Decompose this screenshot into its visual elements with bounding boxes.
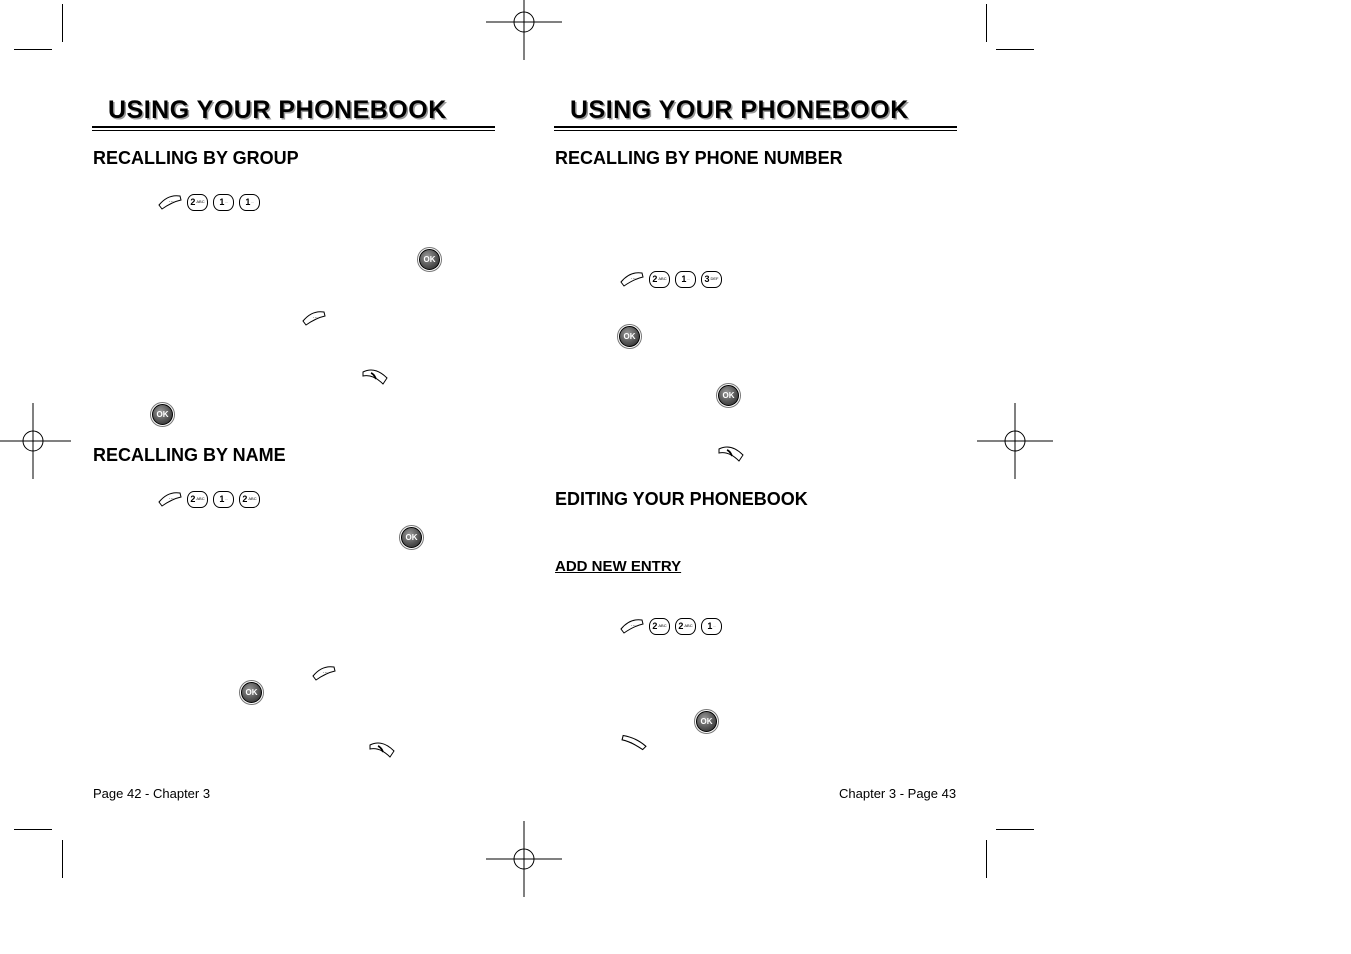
- registration-mark-icon: [484, 819, 564, 899]
- key-2-icon: 2 ABC: [187, 194, 208, 211]
- registration-mark-icon: [975, 401, 1055, 481]
- crop-mark: [14, 829, 52, 830]
- crop-mark: [14, 49, 52, 50]
- menu-softkey-icon: [620, 271, 644, 287]
- key-sequence-group: [158, 191, 260, 213]
- key-1-icon: 1 ..: [675, 271, 696, 288]
- key-2-icon: 2 ABC: [649, 271, 670, 288]
- crop-mark: [62, 4, 63, 42]
- key-2-icon: 2 ABC: [239, 491, 260, 508]
- svg-text:···: ···: [323, 670, 328, 676]
- crop-mark: [986, 4, 987, 42]
- key-sequence-add-new-entry: [620, 615, 722, 637]
- page-title: USING YOUR PHONEBOOK: [108, 96, 447, 124]
- ok-button-icon: OK: [619, 326, 640, 347]
- key-2-icon: 2 ABC: [649, 618, 670, 635]
- crop-mark: [986, 840, 987, 878]
- ok-button-icon: OK: [419, 249, 440, 270]
- page-footer: Page 42 - Chapter 3: [93, 786, 211, 801]
- key-2-icon: 2 ABC: [187, 491, 208, 508]
- send-key-icon: [361, 366, 389, 386]
- menu-softkey-icon: [620, 618, 644, 634]
- key-3-icon: 3 DEF: [701, 271, 722, 288]
- key-2-icon: 2 ABC: [675, 618, 696, 635]
- key-1-icon: 1 ..: [239, 194, 260, 211]
- ok-button-icon: OK: [696, 711, 717, 732]
- svg-text:···: ···: [169, 199, 174, 205]
- section-heading-recalling-by-name: RECALLING BY NAME: [93, 445, 286, 465]
- menu-softkey-icon: [312, 664, 336, 682]
- menu-softkey-icon: [158, 491, 182, 507]
- key-1-icon: 1 ..: [213, 491, 234, 508]
- subheading-add-new-entry: ADD NEW ENTRY: [555, 558, 682, 575]
- key-sequence-name: [158, 488, 260, 510]
- ok-button-icon: OK: [718, 385, 739, 406]
- svg-text:··: ··: [628, 740, 633, 747]
- ok-button-icon: OK: [401, 527, 422, 548]
- right-softkey-icon: [621, 733, 647, 751]
- crop-mark: [996, 829, 1034, 830]
- menu-softkey-icon: [158, 194, 182, 210]
- registration-mark-icon: [0, 401, 73, 481]
- svg-text:···: ···: [631, 276, 636, 282]
- svg-text:···: ···: [631, 623, 636, 629]
- title-rule: [92, 126, 495, 131]
- page-title: USING YOUR PHONEBOOK: [570, 96, 909, 124]
- send-key-icon: [717, 443, 745, 463]
- svg-text:···: ···: [169, 496, 174, 502]
- key-1-icon: 1 ..: [213, 194, 234, 211]
- send-key-icon: [368, 739, 396, 759]
- page-footer: Chapter 3 - Page 43: [839, 786, 957, 801]
- crop-mark: [62, 840, 63, 878]
- svg-text:···: ···: [313, 315, 318, 321]
- section-heading-recalling-by-phone-number: RECALLING BY PHONE NUMBER: [555, 148, 843, 168]
- ok-button-icon: OK: [152, 404, 173, 425]
- registration-mark-icon: [484, 0, 564, 62]
- menu-softkey-icon: [302, 309, 326, 327]
- title-rule: [554, 126, 957, 131]
- section-heading-recalling-by-group: RECALLING BY GROUP: [93, 148, 299, 168]
- key-1-icon: 1 ..: [701, 618, 722, 635]
- crop-mark: [996, 49, 1034, 50]
- key-sequence-phone-number: [620, 268, 722, 290]
- ok-button-icon: OK: [241, 682, 262, 703]
- section-heading-editing-your-phonebook: EDITING YOUR PHONEBOOK: [555, 489, 808, 509]
